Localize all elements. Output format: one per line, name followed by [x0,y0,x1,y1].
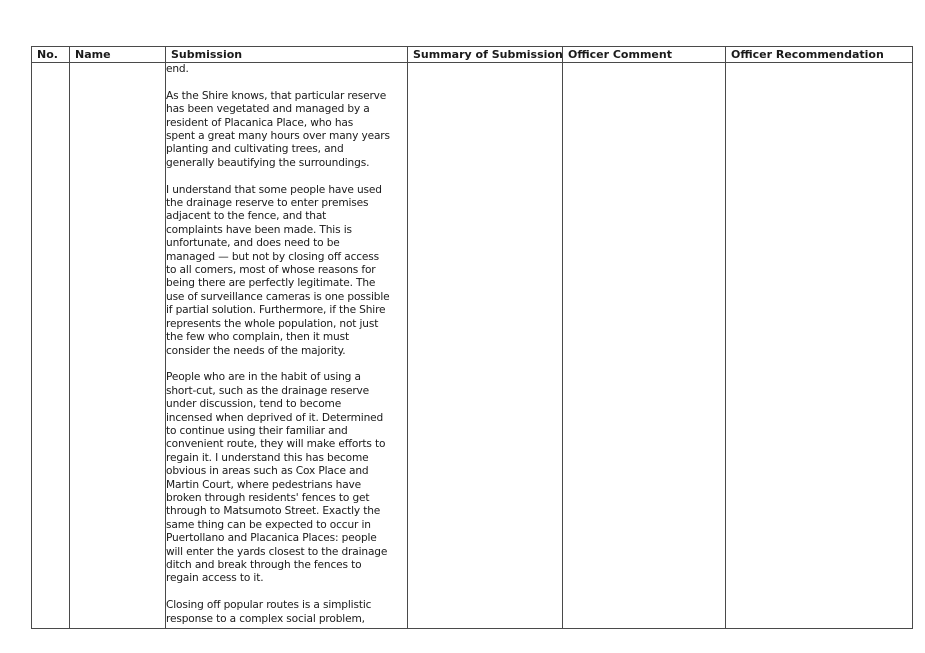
cell-officer-recommendation [726,63,913,629]
submission-paragraph [166,63,407,76]
submission-line: planting and cultivating trees, and [166,143,344,156]
header-row [32,47,913,63]
submission-line: end. [166,63,189,75]
submission-line: unfortunate, and does need to be [166,237,340,250]
submission-paragraph [166,90,407,170]
submission-line: through to Matsumoto Street. Exactly the [166,505,381,518]
submission-line: resident of Placanica Place, who has [166,116,354,129]
submission-line: incensed when deprived of it. Determined [166,411,384,424]
submission-line: obvious in areas such as Cox Place and [166,465,369,478]
submission-line: Puertollano and Placanica Places: people [166,532,377,545]
submission-line: regain access to it. [166,572,264,585]
submission-line: use of surveillance cameras is one possible [166,290,390,303]
submission-paragraph [166,184,407,358]
header-officer-recommendation: Officer Recommendation [726,47,913,63]
cell-name [70,63,166,629]
submission-line: convenient route, they will make efforts to [166,438,386,451]
submission-line: the few who complain, then it must [166,331,349,344]
submission-line: regain it. I understand this has become [166,451,369,464]
header-officer-comment: Officer Comment [563,47,726,63]
cell-officer-comment [563,63,726,629]
submission-line: has been vegetated and managed by a [166,103,370,116]
table-row [32,63,913,629]
submission-line: if partial solution. Furthermore, if the Shire [166,304,386,317]
submission-line: adjacent to the fence, and that [166,210,327,223]
submission-line: Martin Court, where pedestrians have [166,478,362,491]
submissions-table [31,46,913,629]
submission-line: will enter the yards closest to the drainage [166,545,388,558]
submission-line: generally beautifying the surroundings. [166,156,370,169]
submission-line: short-cut, such as the drainage reserve [166,384,370,397]
submission-line: People who are in the habit of using a [166,371,361,384]
submission-line: being there are perfectly legitimate. The [166,277,376,290]
submission-line: broken through residents' fences to get [166,491,370,504]
header-summary: Summary of Submission [408,47,563,63]
submission-paragraph [166,371,407,586]
submission-line: represents the whole population, not just [166,317,379,330]
submission-line: ditch and break through the fences to [166,558,362,571]
header-no: No. [32,47,70,63]
submission-line: to continue using their familiar and [166,424,348,437]
cell-summary [408,63,563,629]
submission-line: to all comers, most of whose reasons for [166,264,376,277]
submission-line: As the Shire knows, that particular reserve [166,89,387,102]
header-name: Name [70,47,166,63]
submission-line: I understand that some people have used [166,183,382,196]
submission-line: consider the needs of the majority. [166,344,346,357]
submission-line: spent a great many hours over many years [166,130,390,143]
cell-no [32,63,70,629]
submission-line: Closing off popular routes is a simplistic [166,599,372,612]
submission-line: complaints have been made. This is [166,223,352,236]
header-submission: Submission [166,47,408,63]
submission-line: managed — but not by closing off access [166,250,380,263]
cell-submission [166,63,408,629]
submission-line: the drainage reserve to enter premises [166,197,369,210]
submission-line: under discussion, tend to become [166,398,342,411]
submission-paragraph [166,599,407,626]
submission-line: same thing can be expected to occur in [166,518,371,531]
submission-line: response to a complex social problem, [166,612,365,625]
submission-text [166,63,407,626]
